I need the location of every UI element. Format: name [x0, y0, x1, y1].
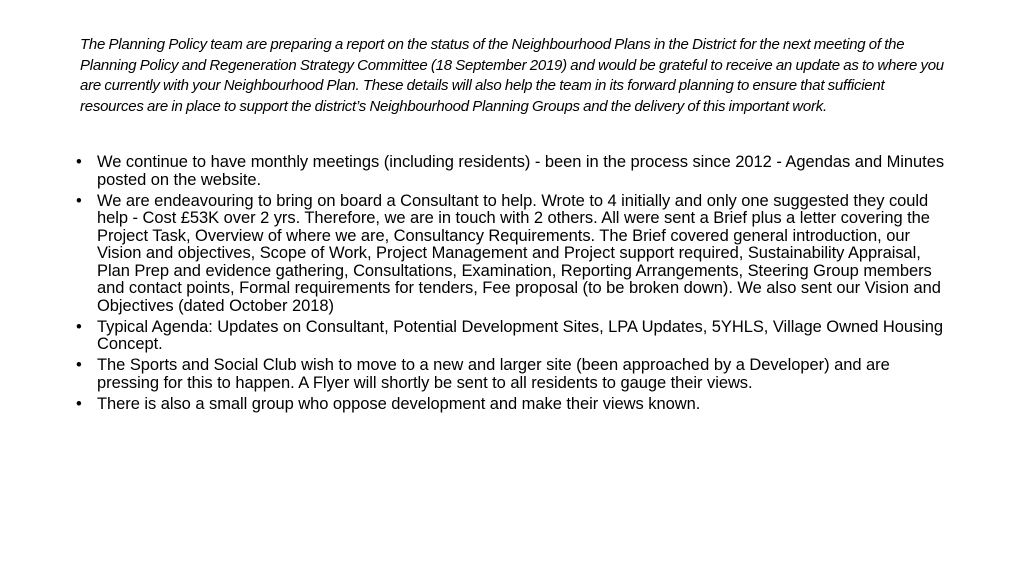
bullet-item-consultant [76, 193, 956, 316]
bullet-item-sports-club [76, 357, 956, 392]
bullet-text: Typical Agenda: Updates on Consultant, Potential Development Sites, LPA Updates, 5YHLS, Village Owned Housing Concept. [97, 317, 944, 353]
bullet-list [76, 154, 956, 417]
bullet-item-monthly-meetings [76, 154, 956, 189]
bullet-item-typical-agenda [76, 319, 956, 354]
intro-paragraph: The Planning Policy team are preparing a report on the status of the Neighbourhood Plans in the District for the next meeting of the Planning Policy and Regeneration Strategy Committee (18 September 2019) and would be grateful to receive an update as to where you are currently with your Neighbourhood Plan. These details will also help the team in its forward planning to ensure that sufficient resources are in place to support the district’s Neighbourhood Planning Groups and the delivery of this important work. [80, 36, 944, 115]
bullet-marker: • [76, 153, 82, 171]
bullet-marker: • [76, 191, 82, 210]
bullet-item-opposition-group [76, 396, 956, 414]
bullet-text: The Sports and Social Club wish to move to a new and larger site (been approached by a Developer) and are pressing for this to happen. A Flyer will shortly be sent to all residents to gauge their views. [97, 356, 890, 392]
bullet-text: We continue to have monthly meetings (including residents) - been in the process since 2012 - Agendas and Minutes posted on the website. [97, 153, 945, 189]
bullet-text: We are endeavouring to bring on board a Consultant to help. Wrote to 4 initially and only one suggested they could help - Cost £53K over 2 yrs. Therefore, we are in touch with 2 others. All were sent a Brief plus a letter covering the Project Task, Overview of where we are, Consultancy Requirements. The Brief covered general introduction, our Vision and objectives, Scope of Work, Project Management and Project support required, Sustainability Appraisal, Plan Prep and evidence gathering, Consultations, Examination, Reporting Arrangements, Steering Group members and contact points, Formal requirements for tenders, Fee proposal (to be broken down). We also sent our Vision and Objectives (dated October 2018) [97, 191, 941, 315]
bullet-marker: • [76, 356, 82, 374]
bullet-marker: • [76, 317, 82, 336]
bullet-marker: • [76, 394, 82, 413]
bullet-text: There is also a small group who oppose development and make their views known. [97, 394, 701, 413]
